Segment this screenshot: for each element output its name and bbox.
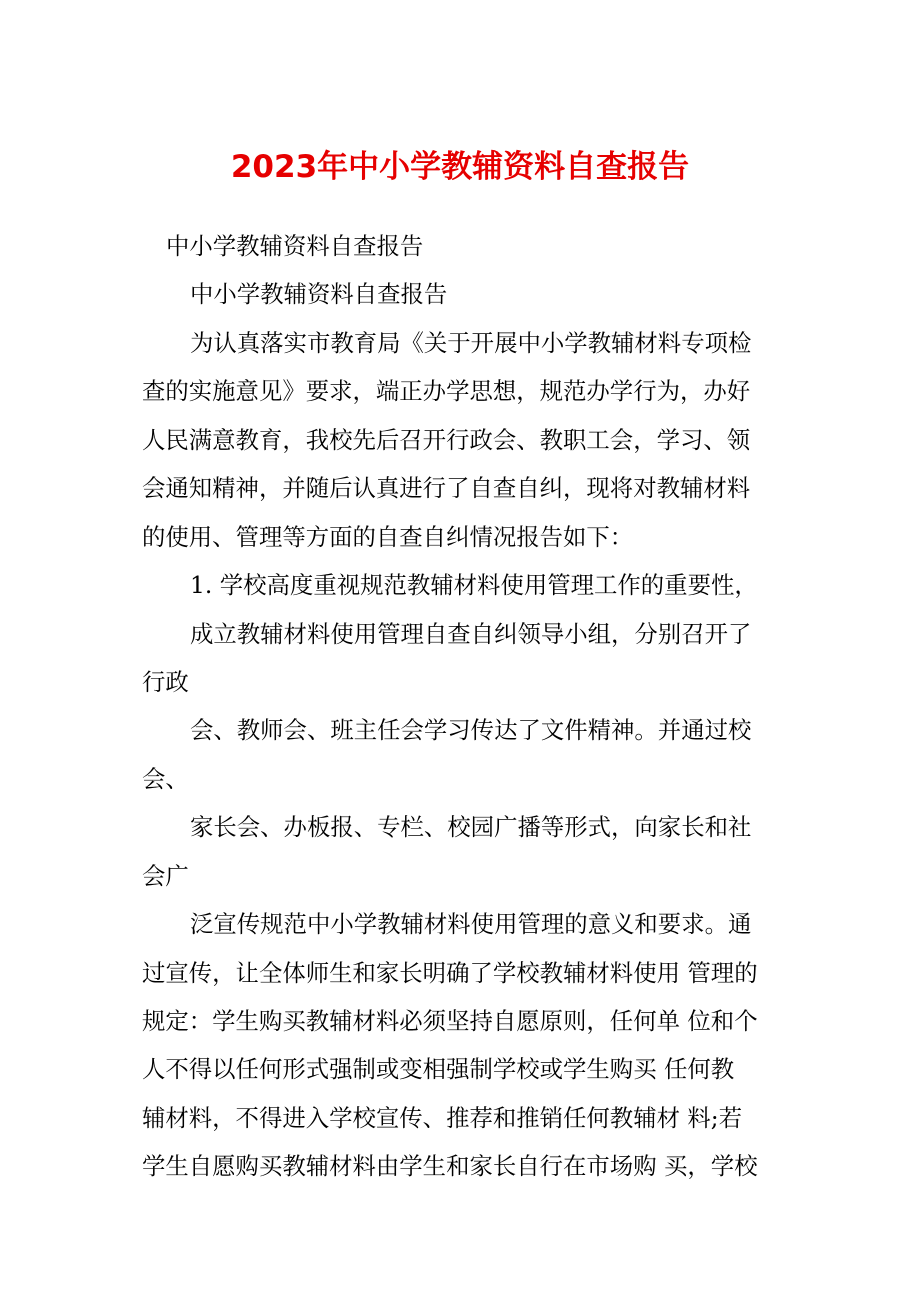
paragraph-line: 人不得以任何形式强制或变相强制学校或学生购买 任何教: [142, 1055, 735, 1083]
paragraph-line: 过宣传，让全体师生和家长明确了学校教辅材料使用 管理的: [142, 959, 758, 987]
paragraph-line: 查的实施意见》要求，端正办学思想，规范办学行为，办好: [142, 377, 751, 405]
paragraph-line: 会广: [142, 862, 189, 890]
paragraph-line: 规定：学生购买教辅材料必须坚持自愿原则，任何单 位和个: [142, 1007, 758, 1035]
paragraph-line: 泛宣传规范中小学教辅材料使用管理的意义和要求。通: [190, 910, 752, 938]
paragraph-line: 学生自愿购买教辅材料由学生和家长自行在市场购 买，学校: [142, 1152, 758, 1180]
paragraph-line: 人民满意教育，我校先后召开行政会、教职工会，学习、领: [142, 426, 751, 454]
paragraph-line: 的使用、管理等方面的自查自纠情况报告如下：: [142, 523, 634, 551]
document-title: 2023年中小学教辅资料自查报告: [230, 149, 690, 185]
paragraph-line: 会通知精神，并随后认真进行了自查自纠，现将对教辅材料: [142, 474, 751, 502]
subheading-line: 中小学教辅资料自查报告: [166, 232, 424, 260]
paragraph-line: 会、教师会、班主任会学习传达了文件精神。并通过校: [190, 716, 752, 744]
paragraph-line: 家长会、办板报、专栏、校园广播等形式，向家长和社: [190, 813, 752, 841]
paragraph-line: 辅材料，不得进入学校宣传、推荐和推销任何教辅材 料;若: [142, 1104, 743, 1132]
paragraph-line: 会、: [142, 765, 189, 793]
paragraph-line: 为认真落实市教育局《关于开展中小学教辅材料专项检: [190, 329, 752, 357]
subheading-line: 中小学教辅资料自查报告: [190, 280, 448, 308]
paragraph-line: 行政: [142, 668, 189, 696]
paragraph-line: 成立教辅材料使用管理自查自纠领导小组，分别召开了: [190, 620, 752, 648]
paragraph-line: 1. 学校高度重视规范教辅材料使用管理工作的重要性，: [190, 571, 758, 599]
